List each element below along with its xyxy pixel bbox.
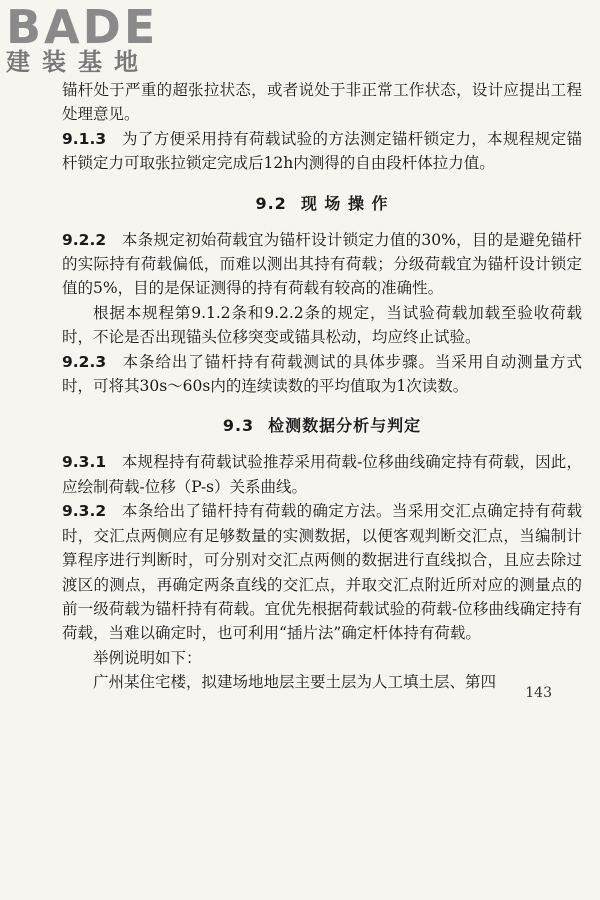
section-title: 检测数据分析与判定 <box>268 416 422 436</box>
clause-number: 9.3.2 <box>62 502 107 521</box>
paragraph <box>62 301 582 350</box>
clause-paragraph <box>62 350 582 399</box>
paragraph-text: 举例说明如下： <box>93 648 202 667</box>
paragraph-text: 锚杆处于严重的超张拉状态，或者说处于非正常工作状态，设计应提出工程处理意见。 <box>62 81 582 124</box>
section-number: 9.3 <box>222 416 255 436</box>
section-heading <box>62 414 582 438</box>
section-title: 现 场 操 作 <box>300 193 389 213</box>
paragraph <box>62 646 582 670</box>
bade-logo <box>6 2 158 76</box>
paragraph-text: 本条给出了锚杆持有荷载的确定方法。当采用交汇点确定持有荷载时，交汇点两侧应有足够数量的实测数据，以便客观判断交汇点，当编制计算程序进行判断时，可分别对交汇点两侧的数据进行直线拟合，且应去除过渡区的测点，再确定两条直线的交汇点，并取交汇点附近所对应的测量点的前一级荷载为锚杆持有荷载。宜优先根据荷载试验的荷载-位移曲线确定持有荷载，当难以确定时，也可利用“插片法”确定杆体持有荷载。 <box>62 502 582 643</box>
logo-subtitle: 建装基地 <box>6 48 150 76</box>
clause-paragraph <box>62 228 582 301</box>
clause-paragraph <box>62 450 582 499</box>
document-body <box>62 78 582 695</box>
document-page <box>62 78 582 701</box>
section-heading <box>62 192 582 216</box>
section-number: 9.2 <box>255 193 287 213</box>
clause-paragraph <box>62 127 582 176</box>
paragraph-text: 广州某住宅楼，拟建场地地层主要土层为人工填土层、第四 <box>93 673 497 692</box>
clause-number: 9.3.1 <box>62 453 107 472</box>
paragraph-text: 根据本规程第9.1.2条和9.2.2条的规定，当试验荷载加载至验收荷载时，不论是否出现锚头位移突变或锚具松动，均应终止试验。 <box>62 303 582 347</box>
paragraph <box>62 78 582 127</box>
paragraph-text: 本条规定初始荷载宜为锚杆设计锁定力值的30%，目的是避免锚杆的实际持有荷载偏低，而难以测出其持有荷载；分级荷载宜为锚杆设计锁定值的5%，目的是保证测得的持有荷载有较高的准确性。 <box>62 230 582 298</box>
paragraph <box>62 670 582 694</box>
clause-number: 9.1.3 <box>62 129 107 148</box>
clause-number: 9.2.2 <box>62 230 107 249</box>
clause-paragraph <box>62 499 582 645</box>
page-number: 143 <box>525 684 552 701</box>
paragraph-text: 本规程持有荷载试验推荐采用荷载-位移曲线确定持有荷载，因此，应绘制荷载-位移（P-s）关系曲线。 <box>62 453 582 496</box>
paragraph-text: 为了方便采用持有荷载试验的方法测定锚杆锁定力，本规程规定锚杆锁定力可取张拉锁定完成后12h内测得的自由段杆体拉力值。 <box>62 129 582 173</box>
clause-number: 9.2.3 <box>62 352 107 371</box>
logo-wordmark: BADE <box>6 0 159 54</box>
paragraph-text: 本条给出了锚杆持有荷载测试的具体步骤。当采用自动测量方式时，可将其30s～60s内的连续读数的平均值取为1次读数。 <box>62 352 582 396</box>
